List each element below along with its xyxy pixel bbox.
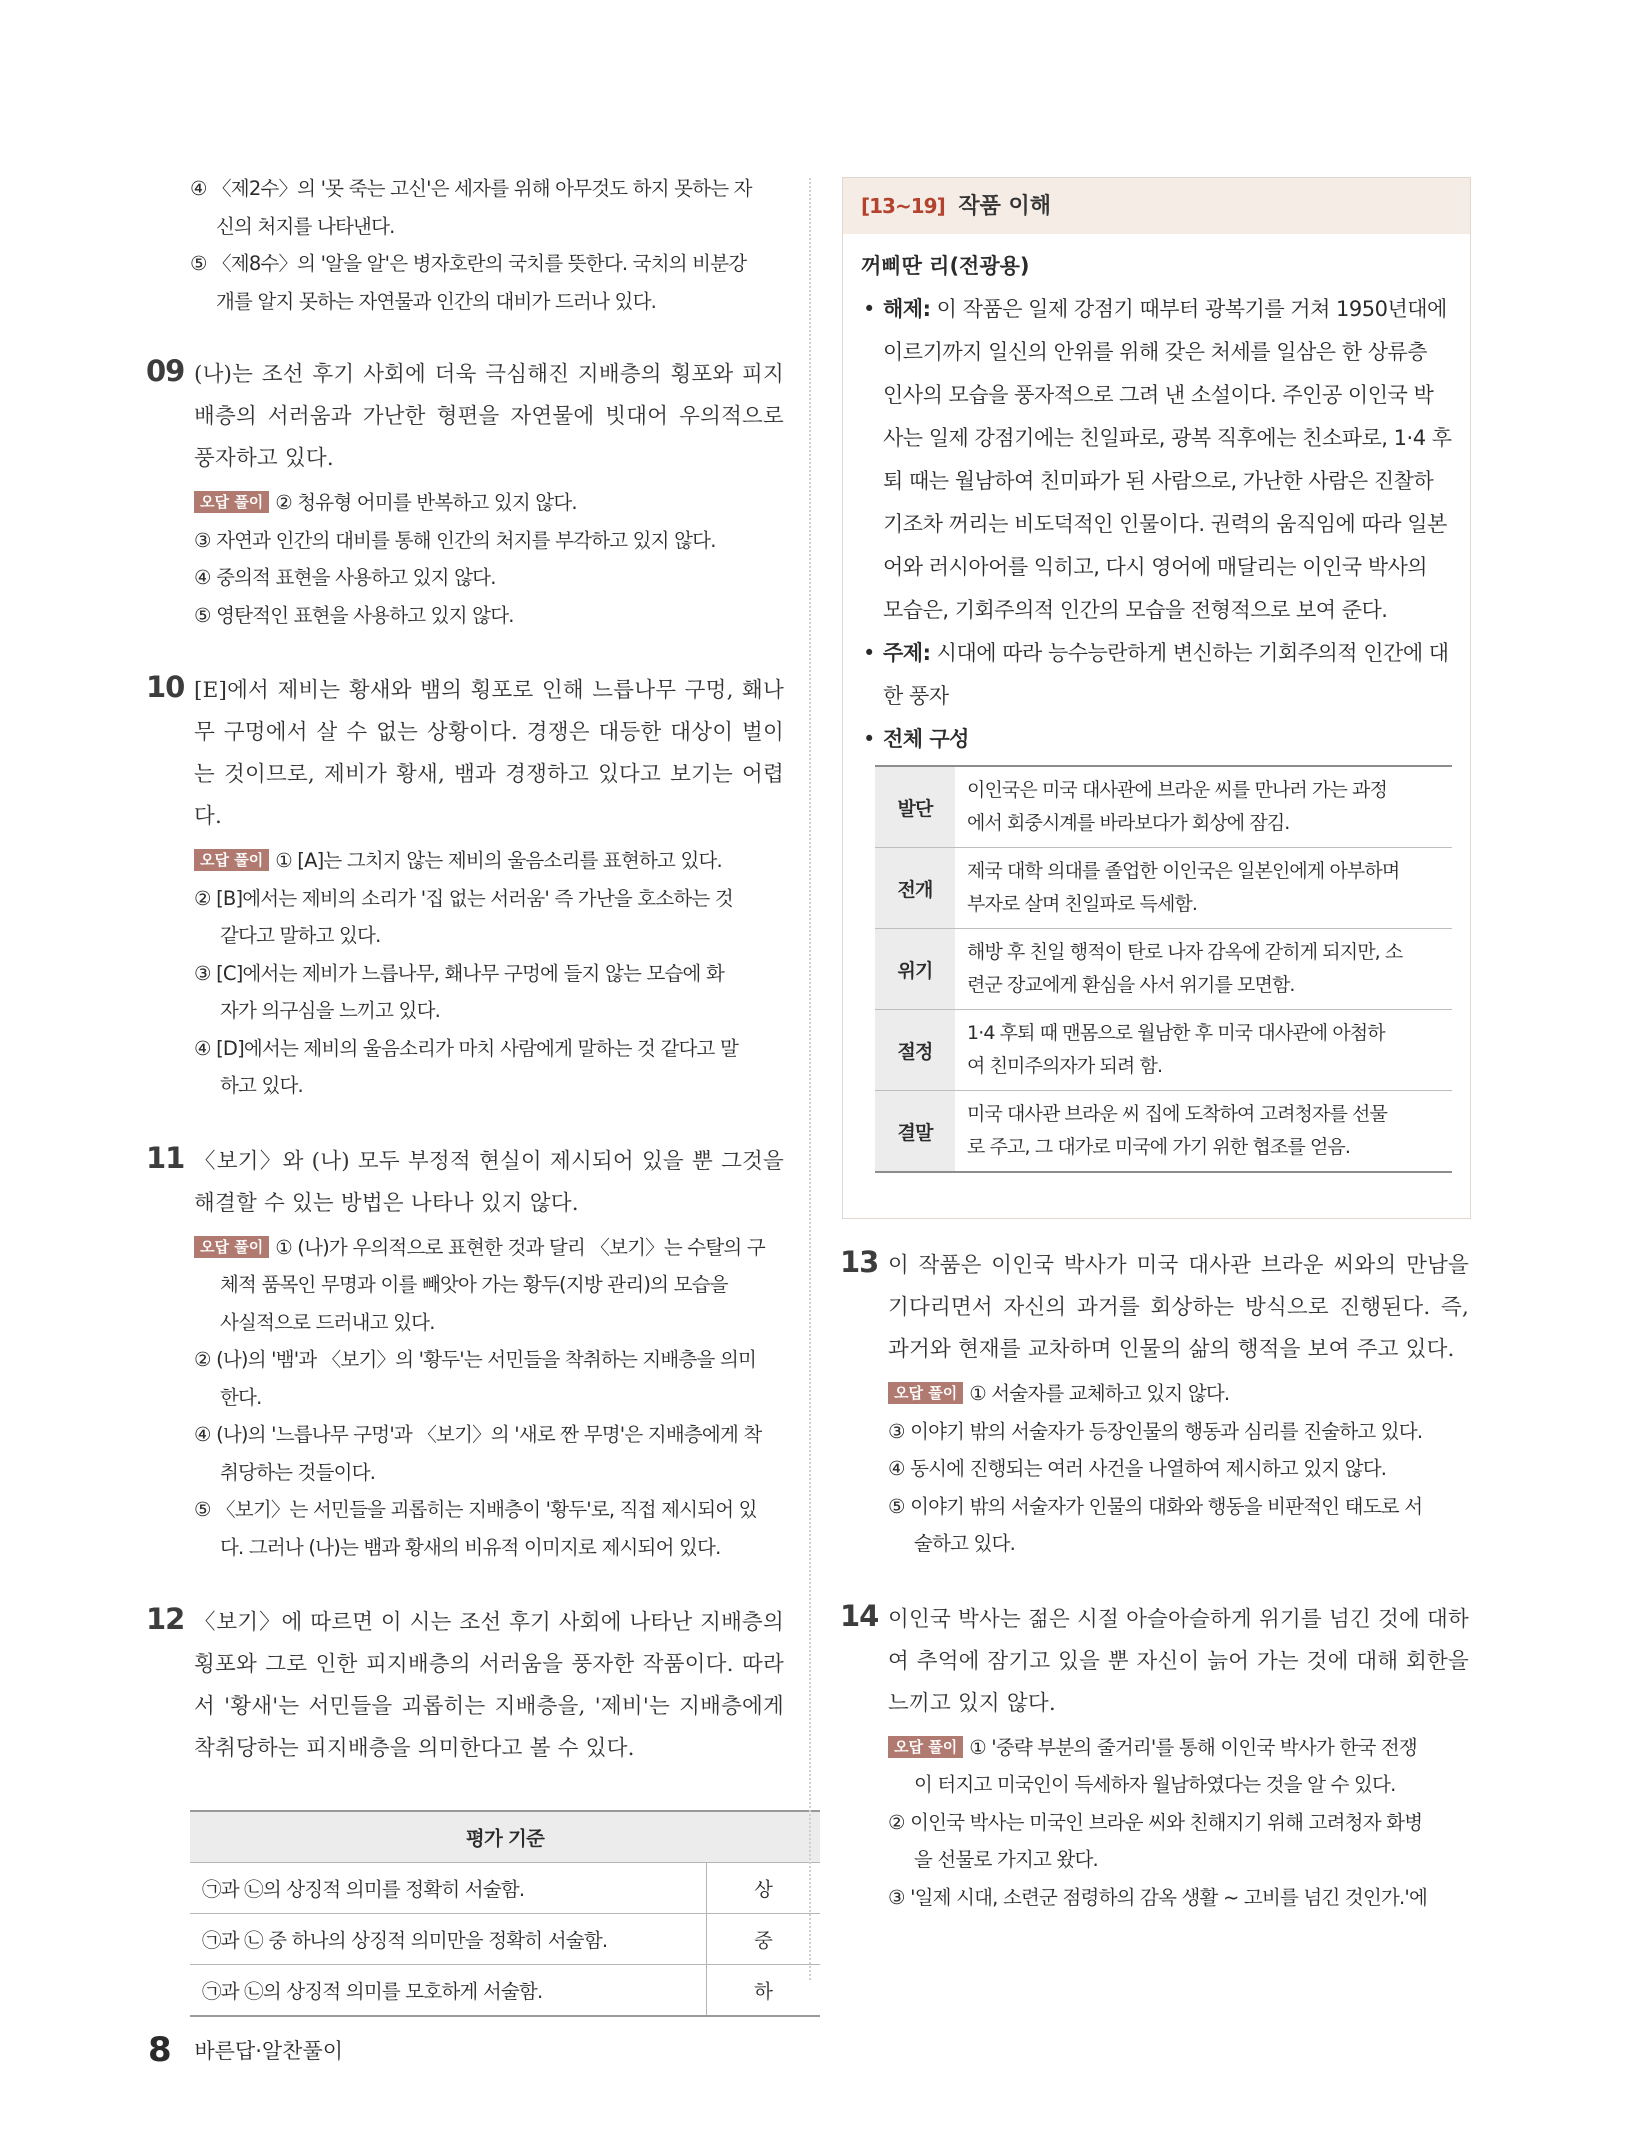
item-number: ⑤ xyxy=(190,252,207,275)
criteria-grade: 하 xyxy=(707,1965,821,2017)
question-13 xyxy=(842,1245,1469,1563)
question-14 xyxy=(842,1599,1469,1917)
stage-desc-line: 부자로 살며 친일파로 득세함. xyxy=(967,893,1198,915)
plot-structure-table xyxy=(875,765,1452,1173)
question-number: 11 xyxy=(146,1140,185,1175)
stage-desc xyxy=(955,929,1452,1010)
page-number: 8 xyxy=(148,2030,172,2070)
wrong-answer-badge: 오답 풀이 xyxy=(194,1236,269,1258)
question-explanation: [E]에서 제비는 황새와 뱀의 횡포로 인해 느릅나무 구멍, 홰나무 구멍에서 살 수 없는 상황이다. 경쟁은 대등한 대상이 벌이는 것이므로, 제비가 황새, 뱀과 경쟁하고 있다고 보기는 어렵다. xyxy=(194,678,784,829)
criteria-row xyxy=(190,1914,820,1965)
question-number: 09 xyxy=(146,354,185,388)
item-text: 〈제8수〉의 '알을 알'은 병자호란의 국치를 뜻한다. 국치의 비분강 xyxy=(212,252,747,275)
answer-item xyxy=(148,170,784,208)
question-number: 10 xyxy=(146,670,185,704)
question-09 xyxy=(148,354,784,634)
question-explanation: 〈보기〉에 따르면 이 시는 조선 후기 사회에 나타난 지배층의 횡포와 그로 인한 피지배층의 서러움을 풍자한 작품이다. 따라서 '황새'는 서민들을 괴롭히는 지배층을, '제비'는 지배층에게 착취당하는 피지배층을 의미한다고 볼 수 있다. xyxy=(194,1610,784,1761)
item-text-continued: 신의 처지를 나타낸다. xyxy=(216,214,395,238)
question-explanation: 이인국 박사는 젊은 시절 아슬아슬하게 위기를 넘긴 것에 대하여 추억에 잠기고 있을 뿐 자신이 늙어 가는 것에 대해 회한을 느끼고 있지 않다. xyxy=(888,1606,1469,1716)
column-divider xyxy=(809,178,811,1980)
answer-note xyxy=(194,484,784,522)
answer-note: ② [B]에서는 제비의 소리가 '집 없는 서러움' 즉 가난을 호소하는 것 xyxy=(194,886,733,910)
answer-note: ⑤ 〈보기〉는 서민들을 괴롭히는 지배층이 '황두'로, 직접 제시되어 있 xyxy=(194,1498,757,1521)
structure-row xyxy=(875,1010,1452,1091)
wrong-answer-notes xyxy=(842,1375,1469,1563)
stage-label: 절정 xyxy=(875,1010,955,1091)
wrong-answer-badge: 오답 풀이 xyxy=(194,849,269,871)
answer-note-continued: 취당하는 것들이다. xyxy=(220,1460,376,1484)
answer-note-continued: 사실적으로 드러내고 있다. xyxy=(220,1310,435,1334)
stage-desc-line: 이인국은 미국 대사관에 브라운 씨를 만나러 가는 과정 xyxy=(967,779,1387,801)
answer-note-continued: 술하고 있다. xyxy=(914,1532,1015,1555)
answer-note-continued: 을 선물로 가지고 왔다. xyxy=(914,1848,1098,1871)
question-number: 13 xyxy=(840,1245,879,1279)
answer-note-continued: 같다고 말하고 있다. xyxy=(220,924,381,947)
answer-note-continued: 이 터지고 미국인이 득세하자 월남하였다는 것을 알 수 있다. xyxy=(914,1773,1396,1796)
answer-note: ② (나)의 '뱀'과 〈보기〉의 '황두'는 서민들을 착취하는 지배층을 의미 xyxy=(194,1348,757,1371)
structure-bullet xyxy=(861,718,1452,761)
wrong-answer-badge: 오답 풀이 xyxy=(888,1736,963,1758)
question-explanation: 이 작품은 이인국 박사가 미국 대사관 브라운 씨와의 만남을 기다리면서 자신의 과거를 회상하는 방식으로 진행된다. 즉, 과거와 현재를 교차하며 인물의 삶의 행적을 보여 주고 있다. xyxy=(888,1253,1469,1362)
answer-note xyxy=(888,1729,1469,1767)
criteria-desc: ㉠과 ㉡ 중 하나의 상징적 의미만을 정확히 서술함. xyxy=(190,1914,707,1965)
answer-note-continued: 하고 있다. xyxy=(220,1074,303,1097)
book-section-label: 바른답·알찬풀이 xyxy=(194,2039,344,2063)
answer-note: ⑤ 이야기 밖의 서술자가 인물의 대화와 행동을 비판적인 태도로 서 xyxy=(888,1494,1423,1518)
page-footer xyxy=(148,2030,343,2070)
structure-row xyxy=(875,929,1452,1010)
structure-row xyxy=(875,848,1452,929)
stage-label: 결말 xyxy=(875,1091,955,1173)
stage-desc xyxy=(955,1010,1452,1091)
structure-row xyxy=(875,766,1452,848)
answer-note: ⑤ 영탄적인 표현을 사용하고 있지 않다. xyxy=(194,603,514,627)
answer-note xyxy=(194,1229,784,1267)
question-10 xyxy=(148,670,784,1105)
answer-note xyxy=(194,842,784,880)
answer-note: ② 이인국 박사는 미국인 브라운 씨와 친해지기 위해 고려청자 화병 xyxy=(888,1810,1423,1834)
top-answer-items xyxy=(148,170,784,320)
criteria-grade: 상 xyxy=(707,1863,821,1914)
stage-desc-line: 1·4 후퇴 때 맨몸으로 월남한 후 미국 대사관에 아첨하 xyxy=(967,1022,1385,1044)
right-column xyxy=(842,177,1469,1916)
stage-desc xyxy=(955,766,1452,848)
answer-note-continued: 다. 그러나 (나)는 뱀과 황새의 비유적 이미지로 제시되어 있다. xyxy=(220,1535,721,1559)
stage-desc-line: 제국 대학 의대를 졸업한 이인국은 일본인에게 아부하며 xyxy=(967,860,1400,882)
answer-note-text: ① '중략 부분의 줄거리'를 통해 이인국 박사가 한국 전쟁 xyxy=(969,1735,1417,1759)
question-explanation: (나)는 조선 후기 사회에 더욱 극심해진 지배층의 횡포와 피지배층의 서러움과 가난한 형편을 자연물에 빗대어 우의적으로 풍자하고 있다. xyxy=(194,362,784,471)
bullet-label: 주제: xyxy=(883,641,931,665)
answer-note-continued: 한다. xyxy=(220,1385,262,1409)
stage-desc-line: 해방 후 친일 행적이 탄로 나자 감옥에 갇히게 되지만, 소 xyxy=(967,941,1403,963)
wrong-answer-notes xyxy=(842,1729,1469,1917)
answer-note-continued: 체적 품목인 무명과 이를 빼앗아 가는 황두(지방 관리)의 모습을 xyxy=(220,1273,728,1296)
criteria-row xyxy=(190,1965,820,2017)
answer-note-text: ① 서술자를 교체하고 있지 않다. xyxy=(969,1382,1230,1405)
criteria-row xyxy=(190,1863,820,1914)
criteria-grade: 중 xyxy=(707,1914,821,1965)
wrong-answer-badge: 오답 풀이 xyxy=(194,491,269,513)
answer-note: ④ (나)의 '느릅나무 구멍'과 〈보기〉의 '새로 짠 무명'은 지배층에게 착 xyxy=(194,1423,762,1446)
criteria-header: 평가 기준 xyxy=(190,1811,820,1863)
panel-title: 작품 이해 xyxy=(958,194,1052,219)
answer-note: ④ 동시에 진행되는 여러 사건을 나열하여 제시하고 있지 않다. xyxy=(888,1457,1387,1480)
question-11 xyxy=(148,1141,784,1567)
stage-label: 위기 xyxy=(875,929,955,1010)
wrong-answer-notes xyxy=(148,484,784,634)
answer-item xyxy=(148,245,784,283)
stage-desc-line: 에서 회중시계를 바라보다가 회상에 잠김. xyxy=(967,812,1290,834)
question-12 xyxy=(148,1602,784,1770)
answer-note: ③ [C]에서는 제비가 느릅나무, 홰나무 구멍에 들지 않는 모습에 화 xyxy=(194,961,724,985)
answer-note-text: ① (나)가 우의적으로 표현한 것과 달리 〈보기〉는 수탈의 구 xyxy=(275,1235,765,1259)
stage-desc-line: 여 친미주의자가 되려 함. xyxy=(967,1055,1163,1077)
answer-note: ④ 중의적 표현을 사용하고 있지 않다. xyxy=(194,566,496,589)
item-text-continued: 개를 알지 못하는 자연물과 인간의 대비가 드러나 있다. xyxy=(216,289,657,313)
answer-note: ④ [D]에서는 제비의 울음소리가 마치 사람에게 말하는 것 같다고 말 xyxy=(194,1036,739,1060)
stage-desc xyxy=(955,848,1452,929)
bullet-label: 해제: xyxy=(883,297,931,321)
evaluation-criteria-table xyxy=(190,1810,820,2017)
stage-desc-line: 로 주고, 그 대가로 미국에 가기 위한 협조를 얻음. xyxy=(967,1136,1351,1158)
wrong-answer-badge: 오답 풀이 xyxy=(888,1382,963,1404)
answer-note-text: ① [A]는 그치지 않는 제비의 울음소리를 표현하고 있다. xyxy=(275,849,722,872)
wrong-answer-notes xyxy=(148,1229,784,1567)
bullet-label: 전체 구성 xyxy=(883,727,969,751)
question-explanation: 〈보기〉와 (나) 모두 부정적 현실이 제시되어 있을 뿐 그것을 해결할 수 있는 방법은 나타나 있지 않다. xyxy=(194,1148,784,1216)
panel-body xyxy=(843,234,1470,1173)
answer-note-text: ② 청유형 어미를 반복하고 있지 않다. xyxy=(275,491,577,514)
answer-note: ③ 자연과 인간의 대비를 통해 인간의 처지를 부각하고 있지 않다. xyxy=(194,528,716,552)
work-understanding-panel xyxy=(842,177,1471,1219)
question-number: 14 xyxy=(840,1598,879,1633)
answer-note: ③ 이야기 밖의 서술자가 등장인물의 행동과 심리를 진술하고 있다. xyxy=(888,1419,1423,1443)
work-title: 꺼삐딴 리(전광용) xyxy=(861,254,1030,278)
panel-header xyxy=(843,178,1470,234)
answer-note: ③ '일제 시대, 소련군 점령하의 감옥 생활 ~ 고비를 넘긴 것인가.'에 xyxy=(888,1885,1428,1909)
synopsis-bullet xyxy=(861,288,1452,632)
stage-desc xyxy=(955,1091,1452,1173)
left-column xyxy=(148,170,784,2017)
stage-label: 발단 xyxy=(875,766,955,848)
structure-row xyxy=(875,1091,1452,1173)
stage-desc-line: 련군 장교에게 환심을 사서 위기를 모면함. xyxy=(967,974,1295,996)
question-number: 12 xyxy=(146,1602,185,1636)
stage-desc-line: 미국 대사관 브라운 씨 집에 도착하여 고려청자를 선물 xyxy=(967,1103,1387,1125)
criteria-desc: ㉠과 ㉡의 상징적 의미를 정확히 서술함. xyxy=(190,1863,707,1914)
panel-range-tag: [13~19] xyxy=(861,194,945,218)
stage-label: 전개 xyxy=(875,848,955,929)
answer-note-continued: 자가 의구심을 느끼고 있다. xyxy=(220,999,441,1022)
item-text: 〈제2수〉의 '못 죽는 고신'은 세자를 위해 아무것도 하지 못하는 자 xyxy=(212,177,752,200)
synopsis-text: 이 작품은 일제 강점기 때부터 광복기를 거쳐 1950년대에 이르기까지 일신의 안위를 위해 갖은 처세를 일삼은 한 상류층 인사의 모습을 풍자적으로 그려 낸 소설이다. 주인공 이인국 박사는 일제 강점기에는 친일파로, 광복 직후에는 친소파로, 1·4 후퇴 때는 월남하여 친미파가 된 사람으로, 가난한 사람은 진찰하기조차 꺼리는 비도덕적인 인물이다. 권력의 움직임에 따라 일본어와 러시아어를 익히고, 다시 영어에 매달리는 이인국 박사의 모습은, 기회주의적 인간의 모습을 전형적으로 보여 준다. xyxy=(883,297,1452,622)
subject-text: 시대에 따라 능수능란하게 변신하는 기회주의적 인간에 대한 풍자 xyxy=(883,641,1449,708)
answer-note xyxy=(888,1375,1469,1413)
criteria-desc: ㉠과 ㉡의 상징적 의미를 모호하게 서술함. xyxy=(190,1965,707,2017)
subject-bullet xyxy=(861,632,1452,718)
item-number: ④ xyxy=(190,177,207,200)
wrong-answer-notes xyxy=(148,842,784,1105)
